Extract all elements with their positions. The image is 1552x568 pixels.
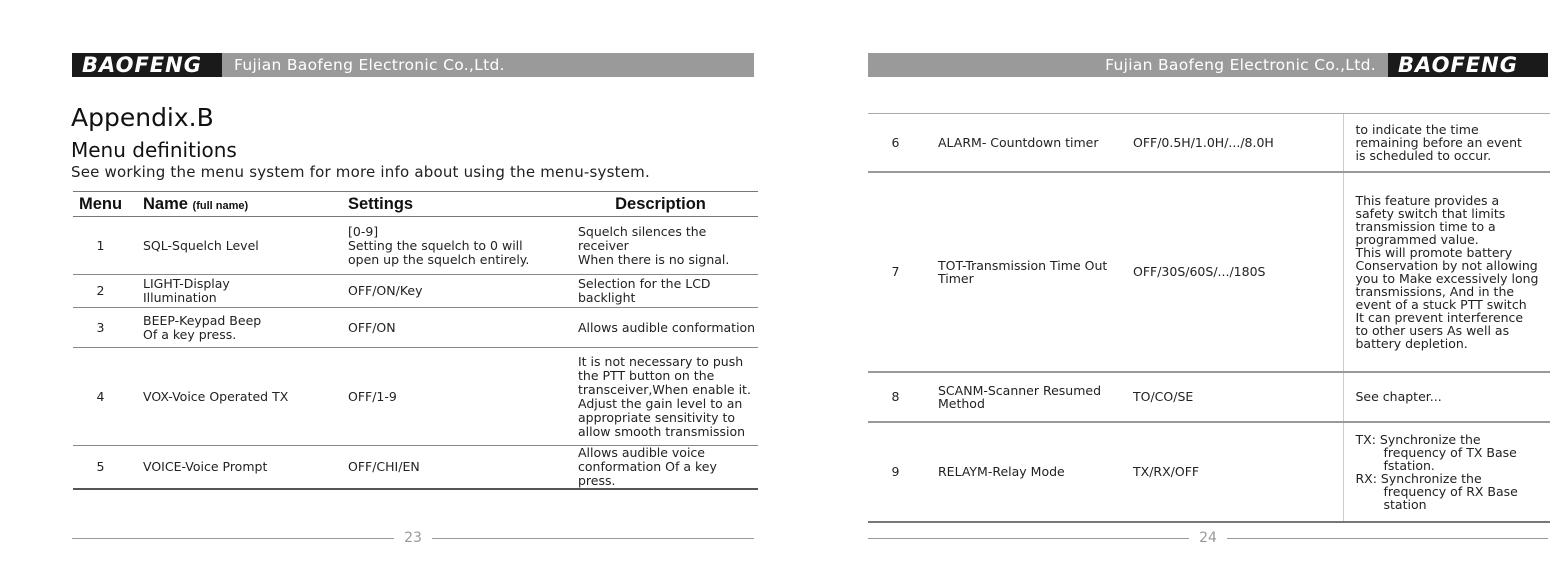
menu-name-line: Timer [938, 270, 974, 286]
menu-name-line: VOICE-Voice Prompt [143, 459, 268, 474]
menu-description-line: When there is no signal. [578, 251, 730, 267]
menu-description-line: allow smooth transmission [578, 423, 746, 439]
header-name [128, 192, 348, 217]
menu-settings [348, 308, 563, 348]
menu-settings-line: Setting the squelch to 0 will [348, 237, 523, 253]
table-row [73, 446, 758, 490]
menu-settings [348, 275, 563, 308]
menu-name-line: VOX-Voice Operated TX [143, 388, 289, 404]
page-right [776, 0, 1552, 568]
menu-description-line: TX: Synchronize the [1355, 431, 1481, 447]
menu-name-line: TOT-Transmission Time Out [938, 257, 1108, 273]
menu-name [128, 308, 348, 348]
menu-name [128, 275, 348, 308]
menu-name [128, 217, 348, 275]
menu-description [1343, 114, 1550, 172]
table-header-row [73, 192, 758, 217]
menu-table-right [868, 113, 1550, 523]
menu-number: 7 [868, 172, 923, 372]
menu-settings-line: OFF/1-9 [348, 388, 397, 404]
menu-description-line: safety switch that limits [1355, 205, 1506, 221]
page-footer [72, 530, 754, 546]
menu-description-line: battery depletion. [1355, 335, 1468, 351]
menu-settings [348, 446, 563, 490]
menu-description-line: See chapter... [1355, 389, 1442, 404]
menu-description-line: It is not necessary to push [578, 353, 744, 369]
menu-description-line: conformation Of a key press. [578, 459, 717, 488]
brand-logo: BAOFENG [1388, 53, 1548, 77]
menu-name-line: BEEP-Keypad Beep [143, 312, 262, 328]
menu-description-line: This will promote battery [1355, 244, 1513, 260]
menu-description-line: RX: Synchronize the [1355, 470, 1482, 486]
menu-name [923, 114, 1133, 172]
table-row [868, 172, 1550, 372]
menu-description [563, 275, 758, 308]
menu-number: 3 [73, 308, 128, 348]
menu-name-line: Illumination [143, 290, 217, 305]
menu-settings-line: OFF/30S/60S/.../180S [1133, 264, 1266, 279]
menu-description-line: It can prevent interference [1355, 309, 1524, 325]
footer-rule [432, 538, 754, 539]
menu-description [563, 446, 758, 490]
menu-settings-line: TX/RX/OFF [1133, 464, 1200, 479]
menu-settings [1133, 372, 1343, 422]
menu-settings-line: OFF/ON [348, 319, 396, 335]
menu-number: 5 [73, 446, 128, 490]
page-number: 23 [404, 530, 422, 546]
appendix-title: Appendix.B [71, 103, 214, 132]
table-row [868, 422, 1550, 522]
menu-description-line: station [1383, 496, 1427, 512]
footer-rule [72, 538, 394, 539]
table-row [868, 114, 1550, 172]
menu-name-line: SQL-Squelch Level [143, 237, 259, 253]
menu-description [563, 348, 758, 446]
menu-description-line: Selection for the LCD [578, 276, 711, 291]
menu-name-line: Method [938, 395, 985, 411]
menu-number: 2 [73, 275, 128, 308]
menu-name [923, 422, 1133, 522]
menu-description-line: programmed value. [1355, 231, 1479, 247]
menu-name-line: RELAYM-Relay Mode [938, 464, 1065, 479]
footer-rule [1227, 538, 1548, 539]
menu-description [1343, 372, 1550, 422]
menu-settings-line: OFF/0.5H/1.0H/.../8.0H [1133, 134, 1274, 150]
menu-settings [348, 348, 563, 446]
menu-number: 4 [73, 348, 128, 446]
table-row [868, 372, 1550, 422]
menu-name-line: LIGHT-Display [143, 276, 230, 291]
menu-description-line: backlight [578, 290, 636, 305]
menu-name-line: Of a key press. [143, 326, 237, 342]
header-name-sub: (full name) [192, 199, 249, 212]
menu-settings-line: [0-9] [348, 223, 379, 239]
menu-description-line: frequency of RX Base [1383, 483, 1518, 499]
menu-name-line: ALARM- Countdown timer [938, 134, 1099, 150]
table-row [73, 348, 758, 446]
brand-logo: BAOFENG [72, 53, 222, 77]
menu-description-line: transceiver,When enable it. [578, 381, 751, 397]
table-row [73, 275, 758, 308]
section-subtitle: Menu definitions [71, 138, 237, 162]
menu-description-line: you to Make excessively long [1355, 270, 1539, 286]
page-footer [868, 530, 1548, 546]
menu-description-line: remaining before an event [1355, 134, 1522, 150]
company-name: Fujian Baofeng Electronic Co.,Ltd. [1105, 56, 1376, 74]
menu-settings-line: OFF/CHI/EN [348, 459, 420, 474]
table-row [73, 217, 758, 275]
menu-name [128, 348, 348, 446]
menu-description-line: to other users As well as [1355, 322, 1510, 338]
menu-description-line: Allows audible conformation [578, 319, 756, 335]
header-description: Description [563, 192, 758, 217]
table-row [73, 308, 758, 348]
menu-settings [348, 217, 563, 275]
menu-settings [1133, 422, 1343, 522]
menu-description-line: transmissions, And in the [1355, 283, 1515, 299]
menu-description-line: fstation. [1383, 457, 1435, 473]
page-header [868, 53, 1548, 77]
menu-description [563, 217, 758, 275]
menu-description-line: to indicate the time [1355, 121, 1479, 137]
menu-description-line: Adjust the gain level to an [578, 395, 743, 411]
page-header [72, 53, 754, 77]
menu-description [1343, 422, 1550, 522]
menu-description [1343, 172, 1550, 372]
menu-settings [1133, 114, 1343, 172]
menu-description-line: Squelch silences the receiver [578, 223, 707, 253]
menu-description [563, 308, 758, 348]
menu-settings-line: OFF/ON/Key [348, 283, 423, 298]
menu-table-left [73, 191, 758, 490]
menu-name [128, 446, 348, 490]
menu-number: 8 [868, 372, 923, 422]
page-number: 24 [1199, 530, 1217, 546]
menu-name [923, 372, 1133, 422]
menu-description-line: is scheduled to occur. [1355, 147, 1492, 163]
menu-number: 9 [868, 422, 923, 522]
menu-description-line: Allows audible voice [578, 445, 705, 460]
footer-rule [868, 538, 1189, 539]
header-menu: Menu [73, 192, 128, 217]
company-name: Fujian Baofeng Electronic Co.,Ltd. [234, 56, 505, 74]
menu-name-line: SCANM-Scanner Resumed [938, 382, 1102, 398]
header-name-label: Name [143, 194, 188, 213]
menu-description-line: Conservation by not allowing [1355, 257, 1538, 273]
menu-number: 1 [73, 217, 128, 275]
menu-description-line: frequency of TX Base [1383, 444, 1517, 460]
menu-description-line: the PTT button on the [578, 367, 715, 383]
menu-number: 6 [868, 114, 923, 172]
intro-text: See working the menu system for more info about using the menu-system. [71, 163, 650, 181]
menu-settings [1133, 172, 1343, 372]
menu-name [923, 172, 1133, 372]
menu-description-line: event of a stuck PTT switch [1355, 296, 1527, 312]
menu-description-line: This feature provides a [1355, 192, 1500, 208]
menu-settings-line: TO/CO/SE [1133, 389, 1194, 404]
menu-settings-line: open up the squelch entirely. [348, 251, 530, 267]
menu-description-line: transmission time to a [1355, 218, 1496, 234]
header-settings: Settings [348, 192, 563, 217]
menu-description-line: appropriate sensitivity to [578, 409, 735, 425]
